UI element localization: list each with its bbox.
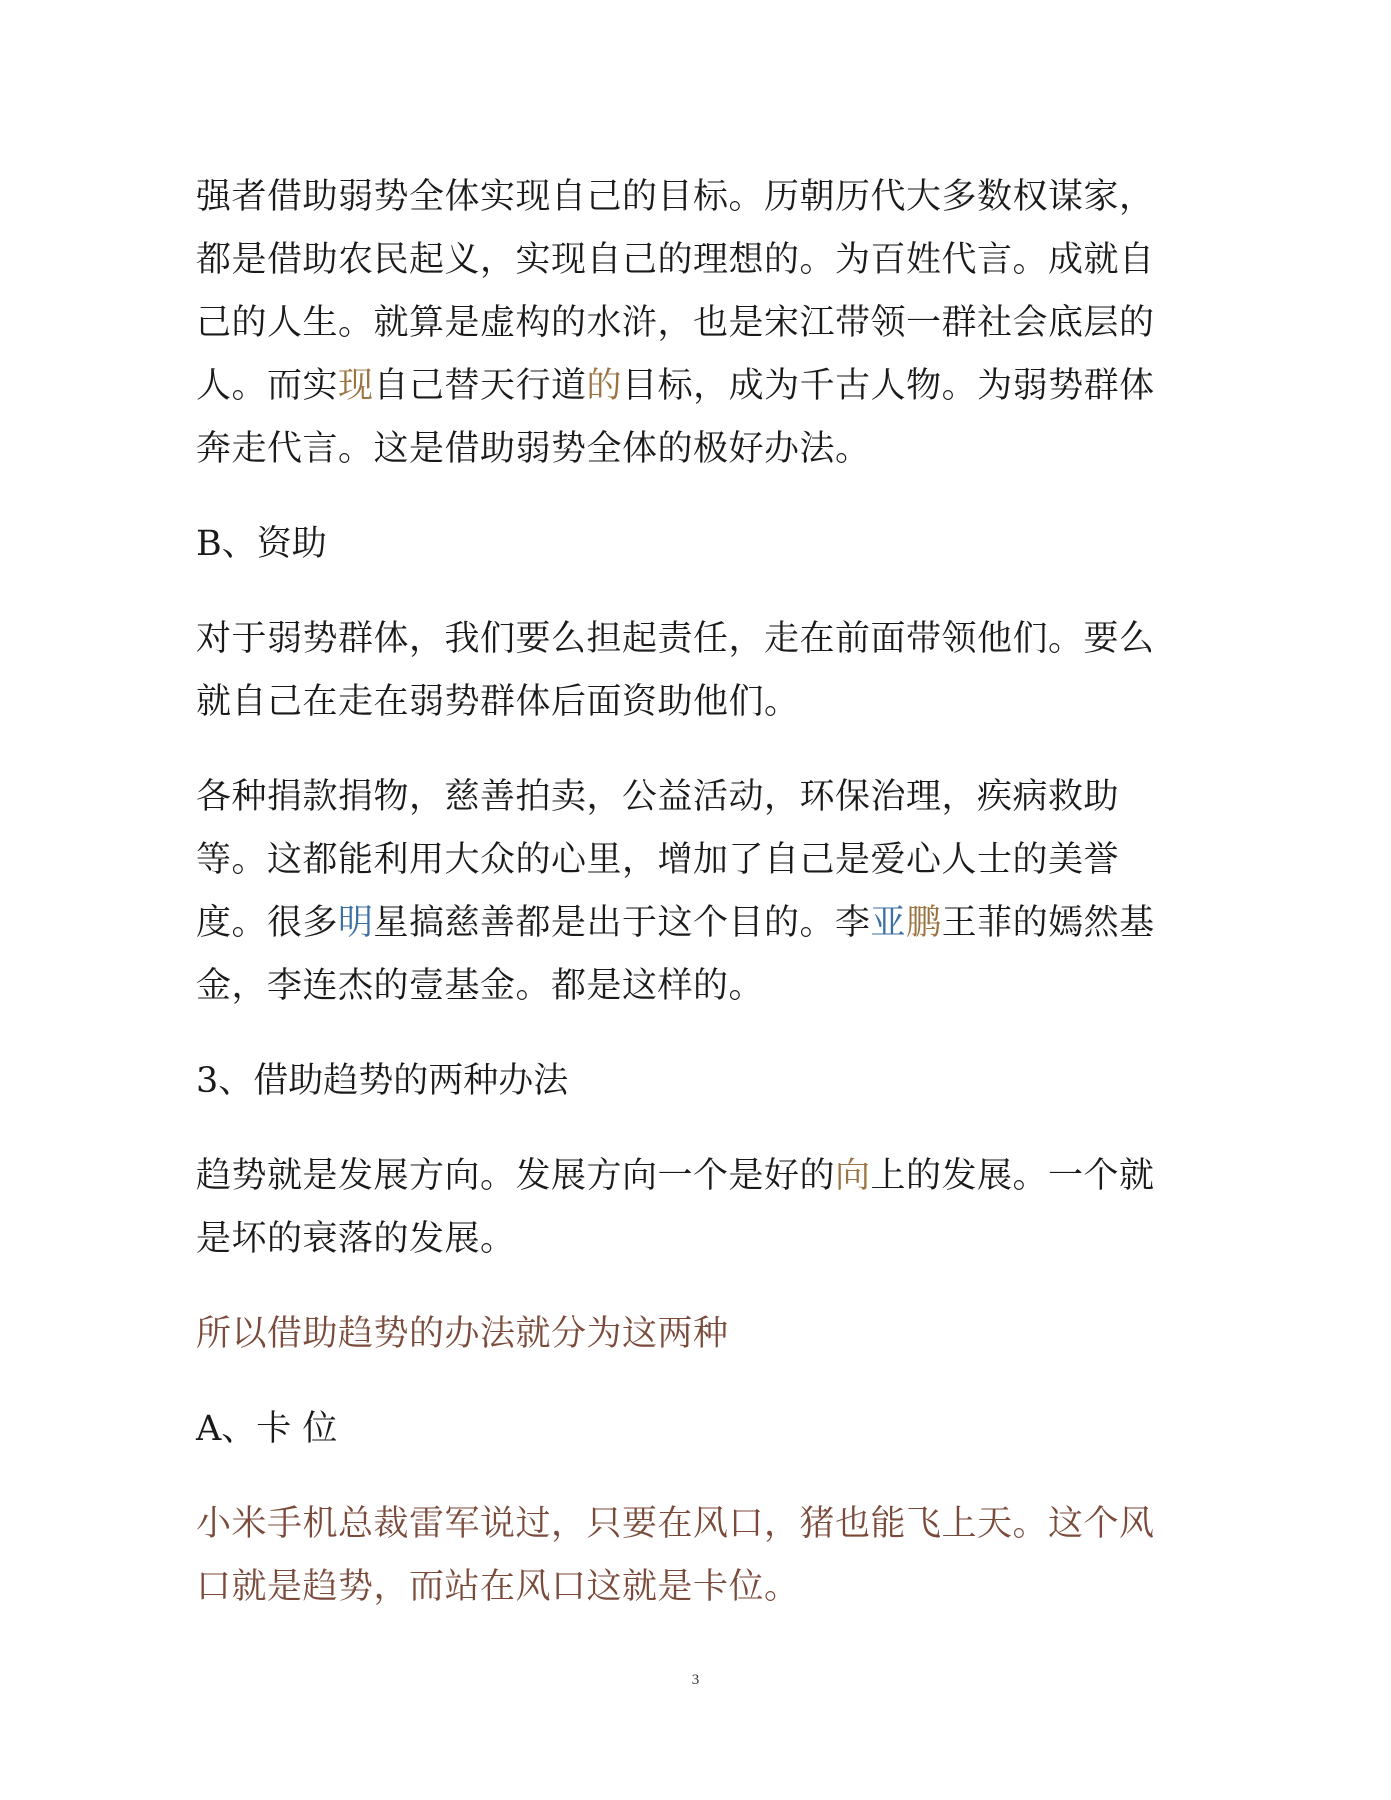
- paragraph-funding-intro: 对于弱势群体，我们要么担起责任，走在前面带领他们。要么就自己在走在弱势群体后面资助他们。: [196, 619, 1155, 722]
- paragraph-weak-groups-goal: [196, 166, 1186, 481]
- text-span: 各种捐款捐物，慈善拍卖，公益活动，环保治理，疾病救助等。这都能利用大众的心里，增加了自己是爱心人士的美誉度。很多: [196, 777, 1120, 943]
- document-page: [196, 166, 1186, 1651]
- paragraph-trend-definition: [196, 1145, 1186, 1271]
- paragraph-two-methods: 所以借助趋势的办法就分为这两种: [196, 1314, 729, 1354]
- text-span-highlight: 现: [338, 366, 374, 406]
- section-heading-positioning: A、卡 位: [196, 1409, 338, 1449]
- paragraph-charity-examples: [196, 766, 1186, 1018]
- text-span: 目标，成为千古人物。为弱势群体奔走代言。这是借助弱势全体的极好办法。: [196, 366, 1155, 469]
- text-span-highlight: 的: [586, 366, 623, 406]
- text-span: 趋势就是发展方向。发展方向一个是好的: [196, 1156, 836, 1196]
- text-span: 自己替天行道: [373, 366, 587, 406]
- text-span-highlight: 亚: [870, 903, 907, 943]
- paragraph-xiaomi-quote: 小米手机总裁雷军说过，只要在风口，猪也能飞上天。这个风口就是趋势，而站在风口这就是卡位。: [196, 1504, 1155, 1607]
- text-span-highlight: 明: [338, 903, 374, 943]
- page-number: 3: [691, 1672, 700, 1688]
- text-span-highlight: 鹏: [906, 903, 942, 943]
- section-heading-trends: 3、借助趋势的两种办法: [196, 1061, 569, 1101]
- section-heading-funding: B、资助: [196, 524, 327, 564]
- text-span: 王菲的嫣然基金，李连杰的壹基金。都是这样的。: [196, 903, 1155, 1006]
- text-span-highlight: 向: [835, 1156, 871, 1196]
- text-span: 强者借助弱势全体实现自己的目标。历朝历代大多数权谋家，都是借助农民起义，实现自己的理想的。为百姓代言。成就自己的人生。就算是虚构的水浒，也是宋江带领一群社会底层的人。而实: [196, 177, 1155, 406]
- text-span: 上的发展。一个就是坏的衰落的发展。: [196, 1156, 1155, 1259]
- text-span: 星搞慈善都是出于这个目的。李: [373, 903, 871, 943]
